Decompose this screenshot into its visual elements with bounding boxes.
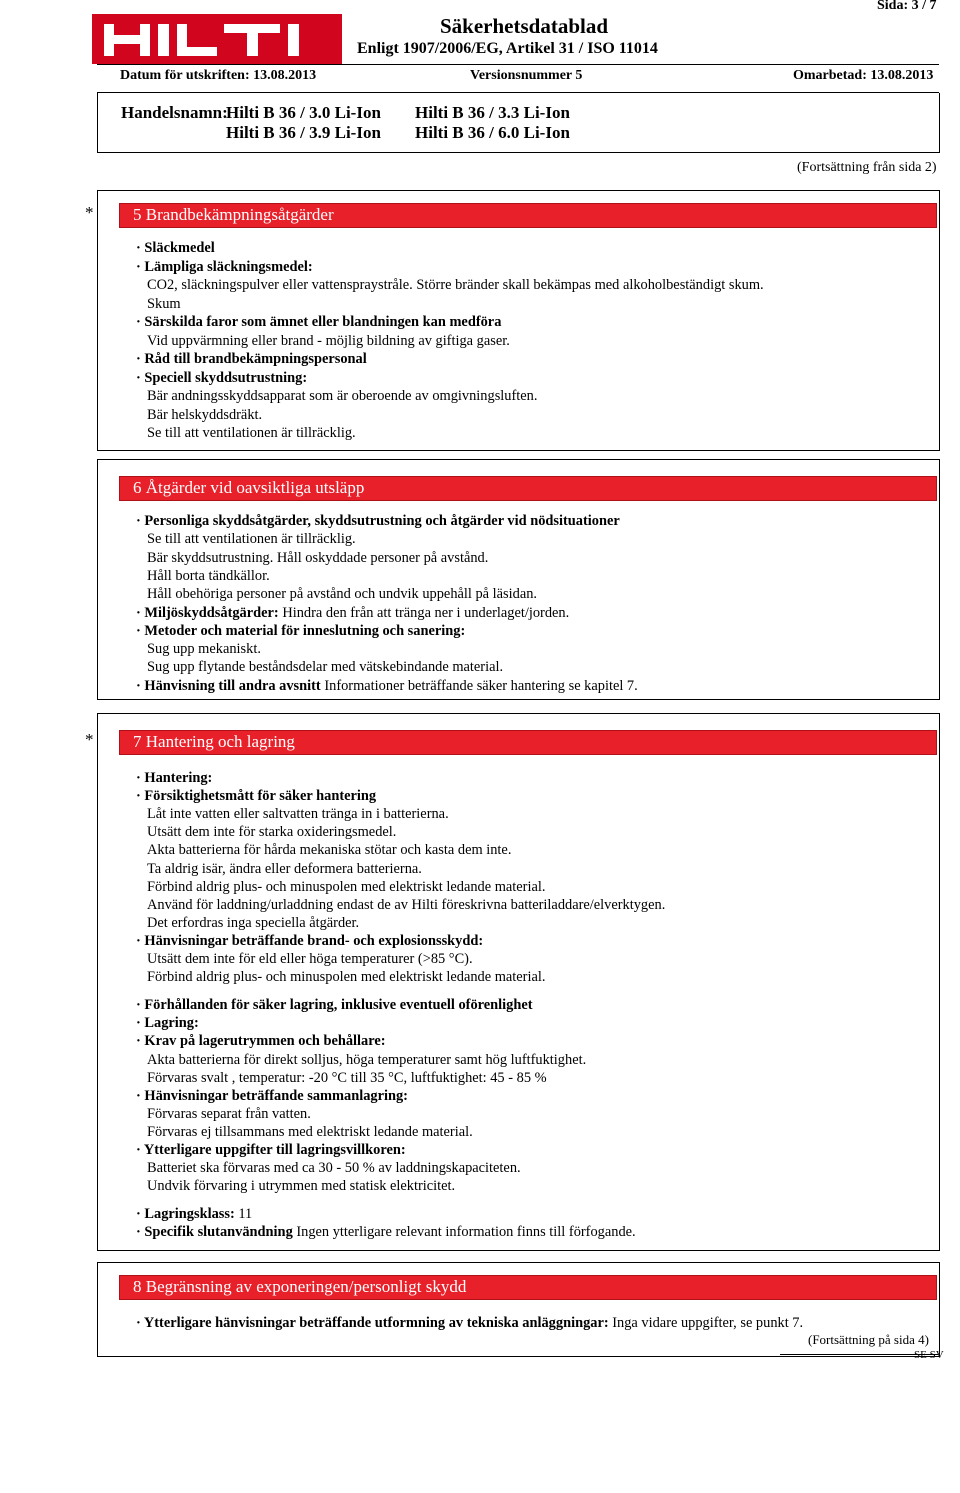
trade-name-product: Hilti B 36 / 3.3 Li-Ion — [415, 103, 570, 122]
item-text: CO2, släckningspulver eller vattenspraystråle. Större bränder skall bekämpas med alkoholbeständigt skum. — [147, 277, 764, 293]
footer-language-code: SE SV — [914, 1349, 944, 1361]
item-heading: · Lagring: — [136, 1015, 199, 1032]
item-text: Sug upp mekaniskt. — [147, 641, 261, 658]
section-item — [136, 932, 483, 950]
item-text: 11 — [234, 1206, 253, 1223]
section-item — [136, 622, 465, 640]
section-item — [136, 369, 307, 387]
item-text: Inga vidare uppgifter, se punkt 7. — [608, 1315, 804, 1331]
section-item — [136, 350, 367, 368]
section-item — [136, 769, 212, 787]
section-text — [147, 1159, 521, 1177]
section-5-heading-bar — [119, 203, 937, 228]
item-text: Informationer beträffande säker hantering se kapitel 7. — [320, 677, 638, 694]
item-text: Ingen ytterligare relevant information finns till förfogande. — [292, 1224, 636, 1241]
item-heading: · Ytterligare hänvisningar beträffande utformning av tekniska anläggningar: — [136, 1315, 609, 1331]
revision-marker: * — [85, 730, 94, 749]
item-heading: · Råd till brandbekämpningspersonal — [136, 351, 367, 367]
section-6-title: 6 Åtgärder vid oavsiktliga utsläpp — [133, 478, 365, 497]
section-item — [136, 1032, 386, 1050]
item-text: Förvaras svalt , temperatur: -20 °C till 35 °C, luftfuktighet: 45 - 85 % — [147, 1069, 547, 1086]
section-text — [147, 585, 537, 603]
trade-name-product: Hilti B 36 / 3.9 Li-Ion — [226, 123, 381, 142]
item-text: Sug upp flytande beståndsdelar med vätskebindande material. — [147, 659, 504, 676]
item-heading: · Hänvisning till andra avsnitt — [136, 677, 321, 694]
section-item — [136, 604, 569, 622]
section-text — [147, 1177, 455, 1195]
section-text — [147, 1051, 586, 1069]
revision-marker: * — [85, 203, 94, 222]
item-heading: · Förhållanden för säker lagring, inklusive eventuell oförenlighet — [136, 997, 533, 1014]
item-text: Akta batterierna för direkt solljus, höga temperaturer samt hög luftfuktighet. — [147, 1051, 587, 1068]
item-text: Skum — [147, 295, 181, 312]
item-text: Bär andningsskyddsapparat som är oberoende av omgivningsluften. — [147, 388, 538, 404]
section-item — [136, 1014, 199, 1032]
item-text: Se till att ventilationen är tillräcklig. — [147, 425, 356, 441]
section-text — [147, 914, 359, 932]
section-6-heading-bar — [119, 476, 937, 501]
trade-name-product: Hilti B 36 / 3.0 Li-Ion — [226, 103, 381, 122]
item-text: Batteriet ska förvaras med ca 30 - 50 % av laddningskapaciteten. — [147, 1160, 521, 1177]
item-text: Vid uppvärmning eller brand - möjlig bildning av giftiga gaser. — [147, 332, 510, 349]
item-text: Det erfordras inga speciella åtgärder. — [147, 914, 360, 931]
item-text: Utsätt dem inte för starka oxideringsmedel. — [147, 824, 397, 841]
section-text — [147, 1069, 547, 1087]
section-text — [147, 823, 396, 841]
version-number: Versionsnummer 5 — [470, 68, 583, 83]
section-text — [147, 1105, 311, 1123]
trade-name-box — [97, 93, 940, 153]
section-7-title: 7 Hantering och lagring — [133, 732, 295, 751]
item-heading: · Metoder och material för inneslutning och sanering: — [136, 622, 466, 639]
item-text: Använd för laddning/urladdning endast de av Hilti föreskrivna batteriladdare/elverktygen. — [147, 896, 666, 913]
item-text: Se till att ventilationen är tillräcklig. — [147, 531, 356, 548]
section-7 — [97, 713, 940, 1251]
section-text — [147, 406, 262, 424]
item-heading: · Försiktighetsmått för säker hantering — [136, 788, 377, 805]
print-date: Datum för utskriften: 13.08.2013 — [120, 68, 317, 83]
section-text — [147, 387, 537, 405]
section-text — [147, 640, 261, 658]
item-text: Ta aldrig isär, ändra eller deformera batterierna. — [147, 860, 422, 877]
item-text: Håll obehöriga personer på avstånd och undvik uppehåll på läsidan. — [147, 586, 538, 603]
item-heading: · Lagringsklass: — [136, 1206, 235, 1223]
page-number: Sida: 3 / 7 — [877, 0, 937, 13]
item-heading: · Släckmedel — [136, 240, 215, 256]
item-heading: · Lämpliga släckningsmedel: — [136, 258, 313, 275]
trade-name-product: Hilti B 36 / 6.0 Li-Ion — [415, 123, 570, 142]
item-text: Förvaras separat från vatten. — [147, 1105, 311, 1122]
item-heading: · Särskilda faror som ämnet eller blandningen kan medföra — [136, 314, 502, 330]
section-item — [136, 313, 501, 331]
section-text — [147, 805, 449, 823]
section-item — [136, 1141, 406, 1159]
item-text: Hindra den från att tränga ner i underlaget/jorden. — [278, 604, 570, 621]
trade-name-label: Handelsnamn: — [121, 103, 228, 122]
section-5-title: 5 Brandbekämpningsåtgärder — [133, 205, 334, 224]
item-heading: · Ytterligare uppgifter till lagringsvillkoren: — [136, 1142, 406, 1158]
item-text: Förbind aldrig plus- och minuspolen med elektriskt ledande material. — [147, 878, 546, 895]
section-item — [136, 677, 638, 695]
item-heading: · Speciell skyddsutrustning: — [136, 369, 308, 386]
item-text: Bär helskyddsdräkt. — [147, 406, 263, 423]
header-rule-top — [97, 64, 939, 65]
section-text — [147, 530, 356, 548]
item-text: Akta batterierna för hårda mekaniska stötar och kasta dem inte. — [147, 842, 512, 859]
item-text: Håll borta tändkällor. — [147, 567, 270, 584]
section-text — [147, 860, 422, 878]
section-item — [136, 258, 313, 276]
section-5 — [97, 190, 940, 451]
continued-from-note: (Fortsättning från sida 2) — [797, 160, 937, 175]
section-7-heading-bar — [119, 730, 937, 755]
section-text — [147, 332, 510, 350]
item-text: Låt inte vatten eller saltvatten tränga in i batterierna. — [147, 806, 449, 823]
item-text: Bär skyddsutrustning. Håll oskyddade personer på avstånd. — [147, 549, 489, 566]
section-text — [147, 276, 764, 294]
section-text — [147, 968, 545, 986]
section-item — [136, 787, 376, 805]
section-text — [147, 658, 503, 676]
item-heading: · Hänvisningar beträffande sammanlagring: — [136, 1087, 408, 1104]
section-8-heading-bar — [119, 1275, 937, 1300]
section-item — [136, 1314, 803, 1332]
item-heading: · Personliga skyddsåtgärder, skyddsutrustning och åtgärder vid nödsituationer — [136, 513, 620, 529]
item-heading: · Hänvisningar beträffande brand- och explosionsskydd: — [136, 932, 484, 949]
section-text — [147, 1123, 473, 1141]
item-heading: · Specifik slutanvändning — [136, 1224, 293, 1241]
section-text — [147, 950, 473, 968]
section-item — [136, 1223, 636, 1241]
item-text: Utsätt dem inte för eld eller höga temperaturer (>85 °C). — [147, 951, 473, 967]
section-item — [136, 996, 533, 1014]
section-item — [136, 512, 620, 530]
continued-on-note: (Fortsättning på sida 4) — [808, 1332, 929, 1347]
section-item — [136, 1205, 252, 1223]
section-text — [147, 424, 356, 442]
document-title: Säkerhetsdatablad — [440, 14, 609, 38]
section-item — [136, 1087, 408, 1105]
section-text — [147, 567, 270, 585]
section-text — [147, 896, 665, 914]
section-item — [136, 239, 215, 257]
item-text: Förvaras ej tillsammans med elektriskt ledande material. — [147, 1123, 473, 1140]
section-text — [147, 841, 511, 859]
section-text — [147, 549, 488, 567]
item-text: Undvik förvaring i utrymmen med statisk elektricitet. — [147, 1178, 456, 1195]
item-heading: · Miljöskyddsåtgärder: — [136, 604, 279, 621]
regulation-reference: Enligt 1907/2006/EG, Artikel 31 / ISO 11014 — [357, 40, 658, 57]
item-heading: · Hantering: — [136, 770, 213, 786]
section-6 — [97, 459, 940, 700]
item-heading: · Krav på lagerutrymmen och behållare: — [136, 1033, 386, 1050]
item-text: Förbind aldrig plus- och minuspolen med elektriskt ledande material. — [147, 969, 546, 986]
section-8 — [97, 1262, 940, 1357]
hilti-logo — [92, 14, 342, 64]
revised-date: Omarbetad: 13.08.2013 — [793, 68, 934, 83]
section-text — [147, 878, 545, 896]
section-text — [147, 295, 181, 313]
section-8-title: 8 Begränsning av exponeringen/personligt skydd — [133, 1277, 467, 1296]
